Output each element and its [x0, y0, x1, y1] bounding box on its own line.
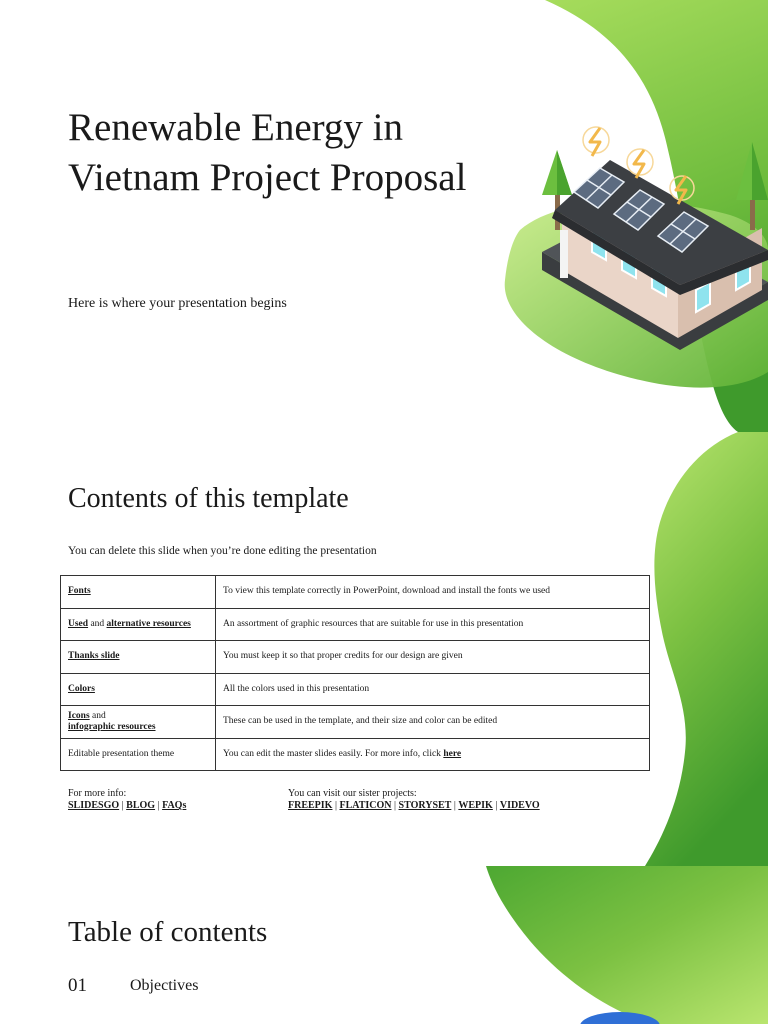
table-row — [61, 576, 650, 609]
resource-description-cell — [216, 706, 650, 739]
footer-link[interactable]: VIDEVO — [499, 800, 540, 811]
toc-slide — [0, 866, 768, 1024]
footer-link[interactable]: FLATICON — [339, 800, 392, 811]
resource-description-cell — [216, 608, 650, 641]
link-separator: | — [155, 800, 163, 811]
resource-link[interactable]: Thanks slide — [68, 651, 120, 662]
footer-link[interactable]: BLOG — [126, 800, 156, 811]
sister-projects-block — [288, 788, 540, 812]
resource-text: You can edit the master slides easily. For more info, click — [223, 748, 444, 759]
table-row — [61, 706, 650, 739]
resource-text: These can be used in the template, and their size and color can be edited — [223, 716, 498, 727]
resources-table — [60, 575, 650, 771]
resource-name-cell — [61, 706, 216, 739]
resource-name-cell — [61, 738, 216, 771]
resource-text: To view this template correctly in PowerPoint, download and install the fonts we used — [223, 586, 551, 597]
footer-link[interactable]: SLIDESGO — [68, 800, 120, 811]
resource-link[interactable]: Colors — [68, 683, 95, 694]
toc-title: Table of contents — [68, 916, 268, 948]
sister-projects-label: You can visit our sister projects: — [288, 788, 417, 799]
resource-description-cell — [216, 576, 650, 609]
link-separator: | — [451, 800, 459, 811]
more-info-links — [68, 800, 186, 811]
more-info-block — [68, 788, 186, 812]
resource-link[interactable]: Fonts — [68, 586, 91, 597]
resource-description-cell — [216, 738, 650, 771]
link-separator: | — [391, 800, 399, 811]
table-row — [61, 738, 650, 771]
resource-text: All the colors used in this presentation — [223, 683, 370, 694]
table-row — [61, 608, 650, 641]
sister-projects-links — [288, 800, 540, 811]
resource-name-cell — [61, 576, 216, 609]
contents-note: You can delete this slide when you’re done editing the presentation — [68, 545, 377, 557]
link-separator: | — [492, 800, 500, 811]
toc-item-number: 01 — [68, 975, 87, 996]
solar-house-illustration — [500, 110, 768, 370]
resource-text: An assortment of graphic resources that are suitable for use in this presentation — [223, 618, 524, 629]
resource-text: and — [89, 710, 106, 721]
resource-name-cell — [61, 673, 216, 706]
footer-link[interactable]: WEPIK — [458, 800, 493, 811]
contents-title: Contents of this template — [68, 483, 349, 514]
title-slide — [0, 0, 768, 432]
resource-text: and — [88, 618, 107, 629]
resource-link[interactable]: here — [443, 748, 462, 759]
resource-description-cell — [216, 641, 650, 674]
link-separator: | — [332, 800, 340, 811]
resource-name-cell — [61, 608, 216, 641]
resource-link[interactable]: Used — [68, 618, 89, 629]
contents-slide — [0, 432, 768, 866]
resource-link[interactable]: alternative resources — [106, 618, 191, 629]
footer-link[interactable]: FREEPIK — [288, 800, 333, 811]
footer-link[interactable]: STORYSET — [398, 800, 452, 811]
presentation-subtitle: Here is where your presentation begins — [68, 296, 287, 311]
resource-name-cell — [61, 641, 216, 674]
resource-text: Editable presentation theme — [68, 748, 175, 759]
resource-description-cell — [216, 673, 650, 706]
toc-item-label[interactable]: Objectives — [130, 977, 199, 994]
resource-link[interactable]: infographic resources — [68, 721, 156, 732]
resource-text: You must keep it so that proper credits for our design are given — [223, 651, 463, 662]
resource-link[interactable]: Icons — [68, 710, 90, 721]
more-info-label: For more info: — [68, 788, 127, 799]
footer-link[interactable]: FAQs — [162, 800, 187, 811]
tree-icon — [736, 142, 768, 230]
link-separator: | — [119, 800, 127, 811]
presentation-title: Renewable Energy in Vietnam Project Proposal — [68, 106, 467, 199]
table-row — [61, 641, 650, 674]
table-row — [61, 673, 650, 706]
